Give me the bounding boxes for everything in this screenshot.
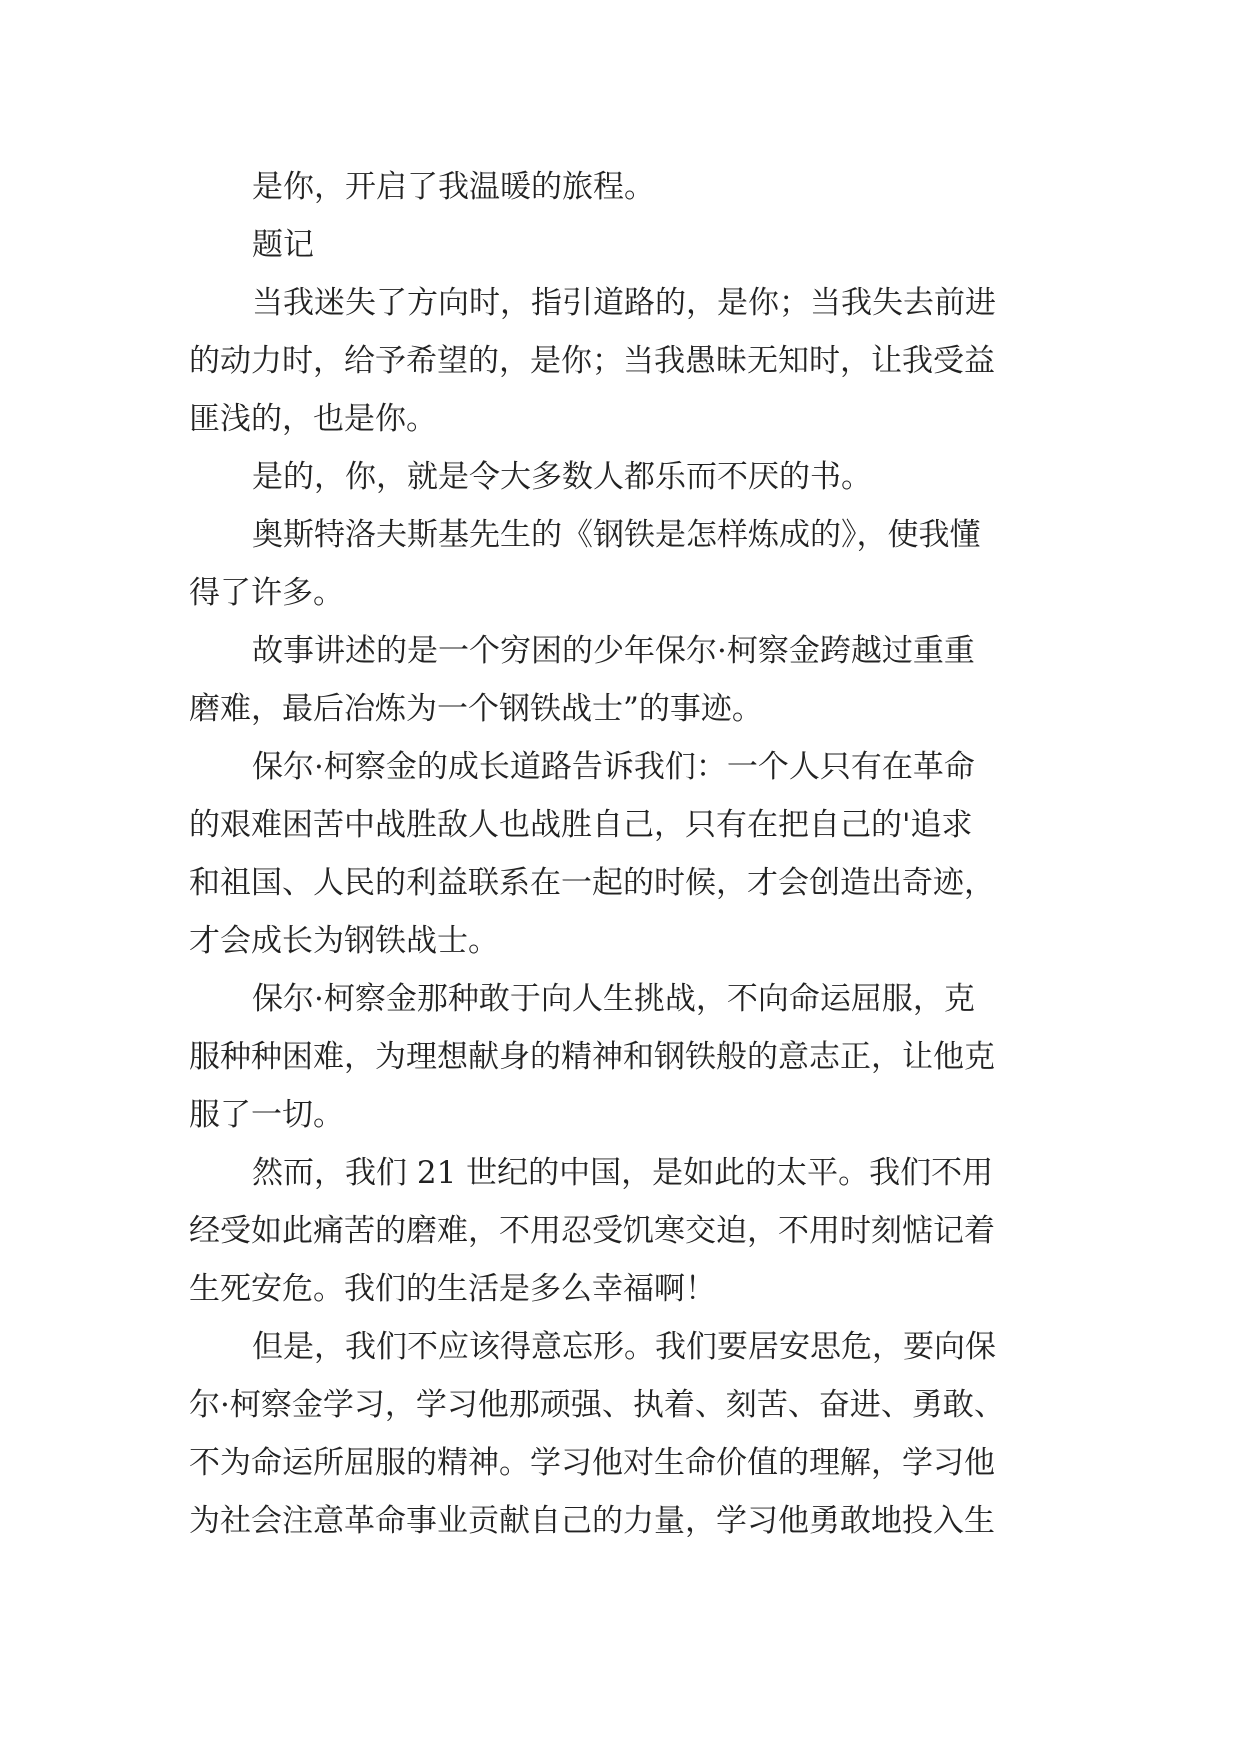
text-line: 匪浅的，也是你。	[189, 401, 437, 437]
text-line: 得了许多。	[189, 575, 344, 611]
paragraph	[189, 1144, 1069, 1318]
text-line: 才会成长为钢铁战士。	[189, 923, 499, 959]
text-line: 当我迷失了方向时，指引道路的，是你；当我失去前进	[252, 285, 996, 321]
paragraph-epigraph-label	[189, 216, 1069, 274]
article-body	[189, 158, 1069, 1550]
paragraph	[189, 1318, 1069, 1550]
text-line: 题记	[252, 227, 314, 263]
paragraph	[189, 970, 1069, 1144]
text-line: 服了一切。	[189, 1097, 344, 1133]
paragraph	[189, 506, 1069, 622]
text-line: 生死安危。我们的生活是多么幸福啊！	[189, 1271, 716, 1307]
text-line: 服种种困难，为理想献身的精神和钢铁般的意志正，让他克	[189, 1039, 995, 1075]
paragraph-intro	[189, 158, 1069, 216]
paragraph	[189, 738, 1069, 970]
text-line: 和祖国、人民的利益联系在一起的时候，才会创造出奇迹，	[189, 865, 995, 901]
text-line: 保尔·柯察金那种敢于向人生挑战，不向命运屈服，克	[252, 981, 975, 1017]
text-line: 奥斯特洛夫斯基先生的《钢铁是怎样炼成的》，使我懂	[252, 517, 981, 553]
text-line: 尔·柯察金学习，学习他那顽强、执着、刻苦、奋进、勇敢、	[189, 1387, 1005, 1423]
text-line: 不为命运所屈服的精神。学习他对生命价值的理解，学习他	[189, 1445, 995, 1481]
paragraph	[189, 448, 1069, 506]
text-line: 保尔·柯察金的成长道路告诉我们：一个人只有在革命	[252, 749, 975, 785]
text-line: 的动力时，给予希望的，是你；当我愚昧无知时，让我受益	[189, 343, 995, 379]
text-line: 的艰难困苦中战胜敌人也战胜自己，只有在把自己的'追求	[189, 807, 973, 843]
text-line: 磨难，最后冶炼为一个钢铁战士”的事迹。	[189, 691, 763, 727]
text-line: 然而，我们 21 世纪的中国，是如此的太平。我们不用	[252, 1155, 994, 1191]
text-line: 是的，你，就是令大多数人都乐而不厌的书。	[252, 459, 872, 495]
paragraph	[189, 274, 1069, 448]
text-line: 故事讲述的是一个穷困的少年保尔·柯察金跨越过重重	[252, 633, 975, 669]
text-line: 经受如此痛苦的磨难，不用忍受饥寒交迫，不用时刻惦记着	[189, 1213, 995, 1249]
text-line: 是你，开启了我温暖的旅程。	[252, 169, 655, 205]
text-line: 但是，我们不应该得意忘形。我们要居安思危，要向保	[252, 1329, 996, 1365]
paragraph	[189, 622, 1069, 738]
text-line: 为社会注意革命事业贡献自己的力量，学习他勇敢地投入生	[189, 1503, 995, 1539]
